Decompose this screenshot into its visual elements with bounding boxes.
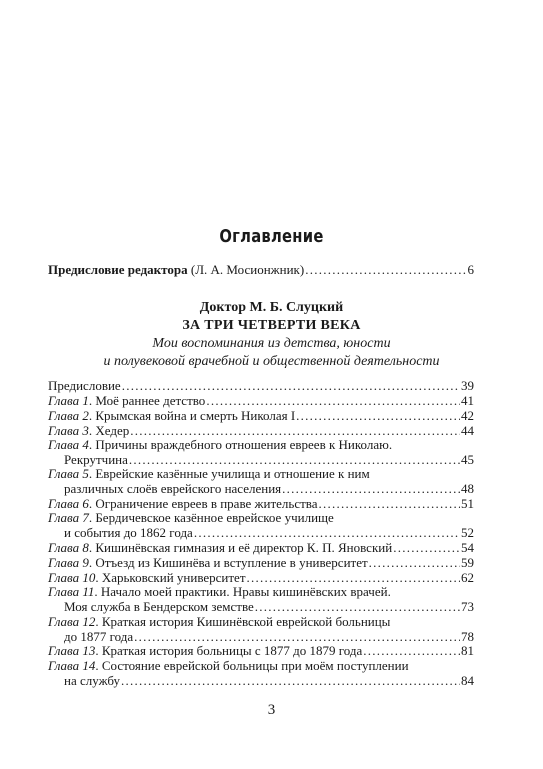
chapter-title: . Еврейские казённые училища и отношение к ним: [88, 466, 370, 481]
chapter-title-cont: и события до 1862 года: [64, 525, 193, 540]
chapter-title: . Краткая история больницы с 1877 до 1879 года: [95, 643, 363, 658]
chapter-label: Глава 7: [48, 510, 89, 525]
chapter-title: . Крымская война и смерть Николая I: [88, 408, 296, 423]
dot-leader: [319, 496, 460, 512]
chapter-page: 51: [461, 496, 474, 511]
toc-entry-preface[interactable]: [48, 378, 474, 394]
chapter-page: 41: [461, 393, 474, 408]
chapter-label: Глава 5: [48, 466, 89, 481]
editor-preface-page: 6: [467, 262, 474, 277]
book-title: ЗА ТРИ ЧЕТВЕРТИ ВЕКА: [182, 318, 361, 333]
chapter-page: 81: [461, 643, 474, 658]
dot-leader: [369, 555, 460, 571]
toc-entry-chapter-7[interactable]: [48, 510, 334, 526]
chapter-title: . Харьковский университет: [95, 570, 246, 585]
dot-leader: [206, 393, 460, 409]
toc-heading: Оглавление: [219, 226, 324, 247]
toc-entry-chapter-8[interactable]: [48, 540, 474, 556]
chapter-title: . Состояние еврейской больницы при моём поступлении: [95, 658, 409, 673]
chapter-page: 42: [461, 408, 474, 423]
dot-leader: [255, 599, 460, 615]
chapter-title: . Краткая история Кишинёвской еврейской больницы: [95, 614, 391, 629]
chapter-page: 73: [461, 599, 474, 614]
chapter-page: 44: [461, 423, 474, 438]
chapter-title: . Бердичевское казённое еврейское училище: [88, 510, 334, 525]
chapter-page: 45: [461, 452, 474, 467]
chapter-label: Глава 12: [48, 614, 96, 629]
toc-entry-chapter-2[interactable]: [48, 408, 474, 424]
book-author: Доктор М. Б. Слуцкий: [199, 300, 344, 315]
dot-leader: [393, 540, 460, 556]
chapter-page: 59: [461, 555, 474, 570]
dot-leader: [296, 408, 460, 424]
chapter-page: 78: [461, 629, 474, 644]
toc-entry-chapter-11-cont[interactable]: [64, 599, 474, 615]
chapter-title-cont: Рекрутчина: [64, 452, 128, 467]
editor-preface-author: (Л. А. Мосионжник): [187, 262, 305, 277]
chapter-label: Глава 9: [48, 555, 89, 570]
chapter-title-cont: на службу: [64, 673, 120, 688]
toc-entry-chapter-5-cont[interactable]: [64, 481, 474, 497]
dot-leader: [305, 262, 466, 278]
toc-entry-chapter-14[interactable]: [48, 658, 409, 674]
toc-entry-chapter-4[interactable]: [48, 437, 392, 453]
dot-leader: [194, 525, 460, 541]
page-number: 3: [267, 702, 276, 718]
dot-leader: [282, 481, 460, 497]
chapter-label: Глава 13: [48, 643, 96, 658]
chapter-label: Глава 11: [48, 584, 95, 599]
dot-leader: [363, 643, 460, 659]
toc-entry-chapter-9[interactable]: [48, 555, 474, 571]
chapter-page: 48: [461, 481, 474, 496]
chapter-label: Глава 1: [48, 393, 89, 408]
editor-preface-title: Предисловие редактора: [48, 262, 188, 277]
chapter-label: Глава 8: [48, 540, 89, 555]
chapter-label: Глава 3: [48, 423, 89, 438]
toc-entry-chapter-11[interactable]: [48, 584, 391, 600]
preface-title: Предисловие: [48, 378, 121, 393]
chapter-label: Глава 6: [48, 496, 89, 511]
book-subtitle-line-2: и полувековой врачебной и общественной деятельности: [103, 354, 440, 369]
book-subtitle-line-1: Мои воспоминания из детства, юности: [152, 336, 391, 351]
chapter-page: 84: [461, 673, 474, 688]
chapter-label: Глава 2: [48, 408, 89, 423]
toc-entry-chapter-1[interactable]: [48, 393, 474, 409]
chapter-label: Глава 4: [48, 437, 89, 452]
toc-entry-chapter-14-cont[interactable]: [64, 673, 474, 689]
toc-entry-chapter-13[interactable]: [48, 643, 474, 659]
toc-entry-chapter-12[interactable]: [48, 614, 390, 630]
chapter-label: Глава 10: [48, 570, 96, 585]
chapter-label: Глава 14: [48, 658, 96, 673]
chapter-title: . Кишинёвская гимназия и её директор К. П. Яновский: [88, 540, 393, 555]
chapter-page: 62: [461, 570, 474, 585]
toc-entry-chapter-5[interactable]: [48, 466, 370, 482]
chapter-title-cont: Моя служба в Бендерском земстве: [64, 599, 254, 614]
chapter-title: . Хедер: [88, 423, 130, 438]
chapter-title: . Отъезд из Кишинёва и вступление в университет: [88, 555, 368, 570]
chapter-title: . Начало моей практики. Нравы кишинёвских врачей.: [94, 584, 391, 599]
chapter-page: 54: [461, 540, 474, 555]
chapter-page: 52: [461, 525, 474, 540]
chapter-title: . Причины враждебного отношения евреев к Николаю.: [88, 437, 393, 452]
chapter-title: . Моё раннее детство: [88, 393, 206, 408]
toc-entry-editor-preface[interactable]: [48, 262, 474, 278]
chapter-title: . Ограничение евреев в праве жительства: [88, 496, 318, 511]
preface-page: 39: [461, 378, 474, 393]
dot-leader: [122, 378, 460, 394]
chapter-title-cont: до 1877 года: [64, 629, 134, 644]
toc-entry-chapter-7-cont[interactable]: [64, 525, 474, 541]
chapter-title-cont: различных слоёв еврейского населения: [64, 481, 282, 496]
dot-leader: [121, 673, 460, 689]
